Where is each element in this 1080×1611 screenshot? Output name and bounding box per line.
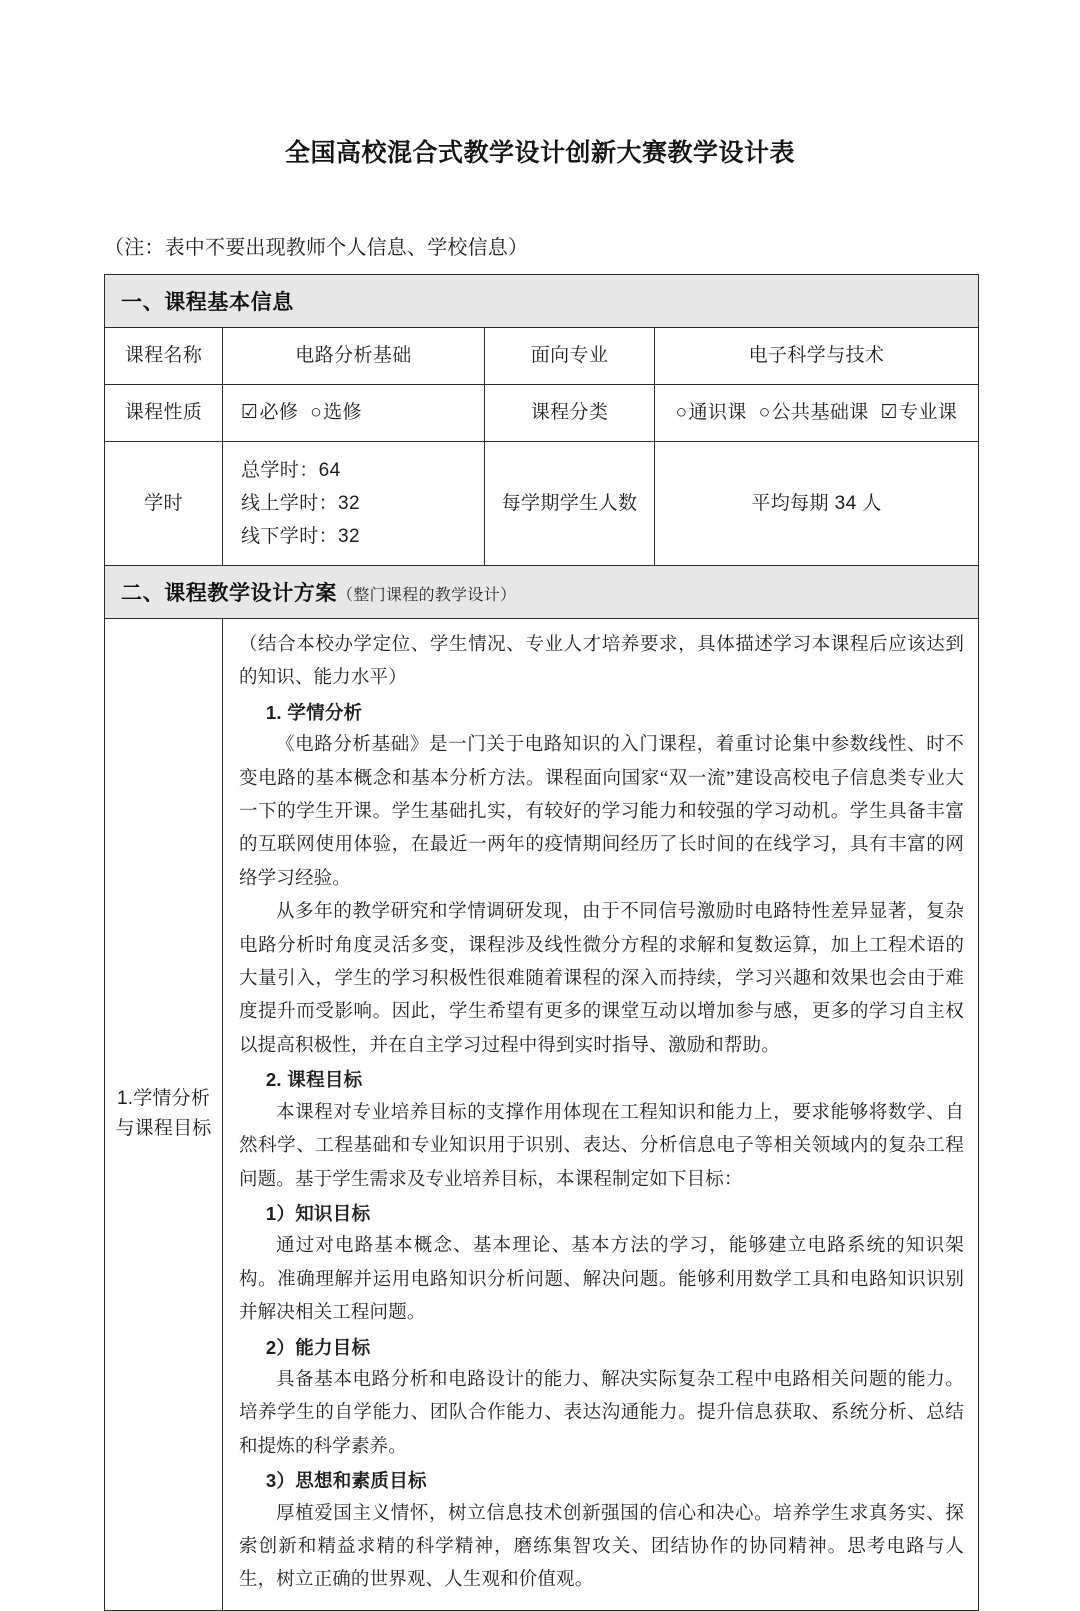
option-professional[interactable] (881, 402, 958, 423)
row-label-line-2: 与课程目标 (115, 1118, 212, 1140)
label-target-major: 面向专业 (485, 328, 655, 385)
table-row-course-name (105, 328, 979, 385)
value-target-major: 电子科学与技术 (655, 328, 979, 385)
value-class-hours (223, 442, 485, 566)
heading-course-goals: 2. 课程目标 (265, 1069, 363, 1091)
paragraph-situation-1: 《电路分析基础》是一门关于电路知识的入门课程，着重讨论集中参数线性、时不变电路的基本概念和基本分析方法。课程面向国家“双一流”建设高校电子信息类专业大一下的学生开课。学生基础扎实，有较好的学习能力和较强的学习动机。学生具备丰富的互联网使用体验，在最近一两年的疫情期间经历了长时间的在线学习，具有丰富的网络学习经验。 (239, 735, 964, 889)
row-label-analysis-and-goals (105, 619, 223, 1611)
checkbox-unchecked-icon[interactable]: ○ (310, 402, 323, 423)
checkbox-checked-icon[interactable]: ☑ (241, 402, 259, 423)
total-hours-line (241, 454, 476, 487)
heading-situation-analysis: 1. 学情分析 (265, 701, 363, 723)
label-students-per-term: 每学期学生人数 (485, 442, 655, 566)
value-students-per-term: 平均每期 34 人 (655, 442, 979, 566)
total-hours-label: 总学时： (241, 460, 319, 481)
option-general-education-label: 通识课 (688, 402, 747, 423)
table-row-course-nature (105, 385, 979, 442)
offline-hours-value: 32 (338, 526, 360, 547)
section-one-title: 课程基本信息 (164, 291, 294, 314)
table-row-design-body (105, 619, 979, 1611)
option-professional-label: 专业课 (899, 402, 958, 423)
paragraph-ideology-quality-goal: 厚植爱国主义情怀，树立信息技术创新强国的信心和决心。培养学生求真务实、探索创新和精益求精的科学精神，磨练集智攻关、团结协作的协同精神。思考电路与人生，树立正确的世界观、人生观和价值观。 (239, 1503, 964, 1591)
page-title: 全国高校混合式教学设计创新大赛教学设计表 (284, 139, 795, 167)
value-course-name: 电路分析基础 (223, 328, 485, 385)
design-plan-body (223, 619, 979, 1611)
section-two-banner (105, 566, 979, 619)
section-one-banner-row (105, 275, 979, 328)
paragraph-knowledge-goal: 通过对电路基本概念、基本理论、基本方法的学习，能够建立电路系统的知识架构。准确理解并运用电路知识分析问题、解决问题。能够利用数学工具和电路知识识别并解决相关工程问题。 (239, 1236, 964, 1324)
table-row-class-hours (105, 442, 979, 566)
option-elective[interactable] (310, 402, 362, 423)
document-note: （注：表中不要出现教师个人信息、学校信息） (104, 237, 529, 259)
design-plan-text (239, 629, 964, 1598)
label-class-hours: 学时 (105, 442, 223, 566)
paragraph-course-goals: 本课程对专业培养目标的支撑作用体现在工程知识和能力上，要求能够将数学、自然科学、工程基础和专业知识用于识别、表达、分析信息电子等相关领域内的复杂工程问题。基于学生需求及专业培养目标，本课程制定如下目标： (239, 1102, 964, 1190)
section-two-subtitle: （整门课程的教学设计） (337, 587, 517, 604)
section-two-number: 二、 (121, 582, 165, 605)
label-course-nature: 课程性质 (105, 385, 223, 442)
option-required-label: 必修 (259, 402, 299, 423)
option-required[interactable] (241, 402, 298, 423)
heading-ideology-quality-goal: 3）思想和素质目标 (265, 1470, 427, 1492)
heading-ability-goal: 2）能力目标 (265, 1336, 371, 1358)
value-course-nature (223, 385, 485, 442)
section-two-title: 课程教学设计方案 (164, 582, 338, 605)
label-course-category: 课程分类 (485, 385, 655, 442)
option-general-education[interactable] (676, 402, 747, 423)
option-elective-label: 选修 (323, 402, 362, 423)
paragraph-ability-goal: 具备基本电路分析和电路设计的能力、解决实际复杂工程中电路相关问题的能力。培养学生的自学能力、团队合作能力、表达沟通能力。提升信息获取、系统分析、总结和提炼的科学素养。 (239, 1369, 964, 1457)
checkbox-unchecked-icon[interactable]: ○ (675, 402, 688, 423)
heading-knowledge-goal: 1）知识目标 (265, 1202, 371, 1224)
section-one-number: 一、 (121, 291, 165, 314)
section-one-banner (105, 275, 979, 328)
teaching-design-form (104, 274, 979, 1611)
option-public-foundation[interactable] (759, 402, 869, 423)
online-hours-value: 32 (338, 493, 360, 514)
row-label-line-1: 1.学情分析 (116, 1088, 211, 1110)
offline-hours-line (241, 520, 476, 553)
online-hours-label: 线上学时： (241, 493, 339, 514)
checkbox-checked-icon[interactable]: ☑ (880, 402, 899, 423)
online-hours-line (241, 487, 476, 520)
paragraph-situation-2: 从多年的教学研究和学情调研发现，由于不同信号激励时电路特性差异显著，复杂电路分析时角度灵活多变，课程涉及线性微分方程的求解和复数运算，加上工程术语的大量引入，学生的学习积极性很难随着课程的深入而持续，学习兴趣和效果也会由于难度提升而受影响。因此，学生希望有更多的课堂互动以增加参与感，更多的学习自主权以提高积极性，并在自主学习过程中得到实时指导、激励和帮助。 (239, 902, 964, 1056)
intro-paragraph: （结合本校办学定位、学生情况、专业人才培养要求，具体描述学习本课程后应该达到的知识、能力水平） (239, 635, 964, 689)
total-hours-value: 64 (318, 460, 341, 481)
label-course-name: 课程名称 (105, 328, 223, 385)
section-two-banner-row (105, 566, 979, 619)
value-course-category (655, 385, 979, 442)
checkbox-unchecked-icon[interactable]: ○ (758, 402, 771, 423)
offline-hours-label: 线下学时： (241, 526, 339, 547)
option-public-foundation-label: 公共基础课 (771, 402, 869, 423)
